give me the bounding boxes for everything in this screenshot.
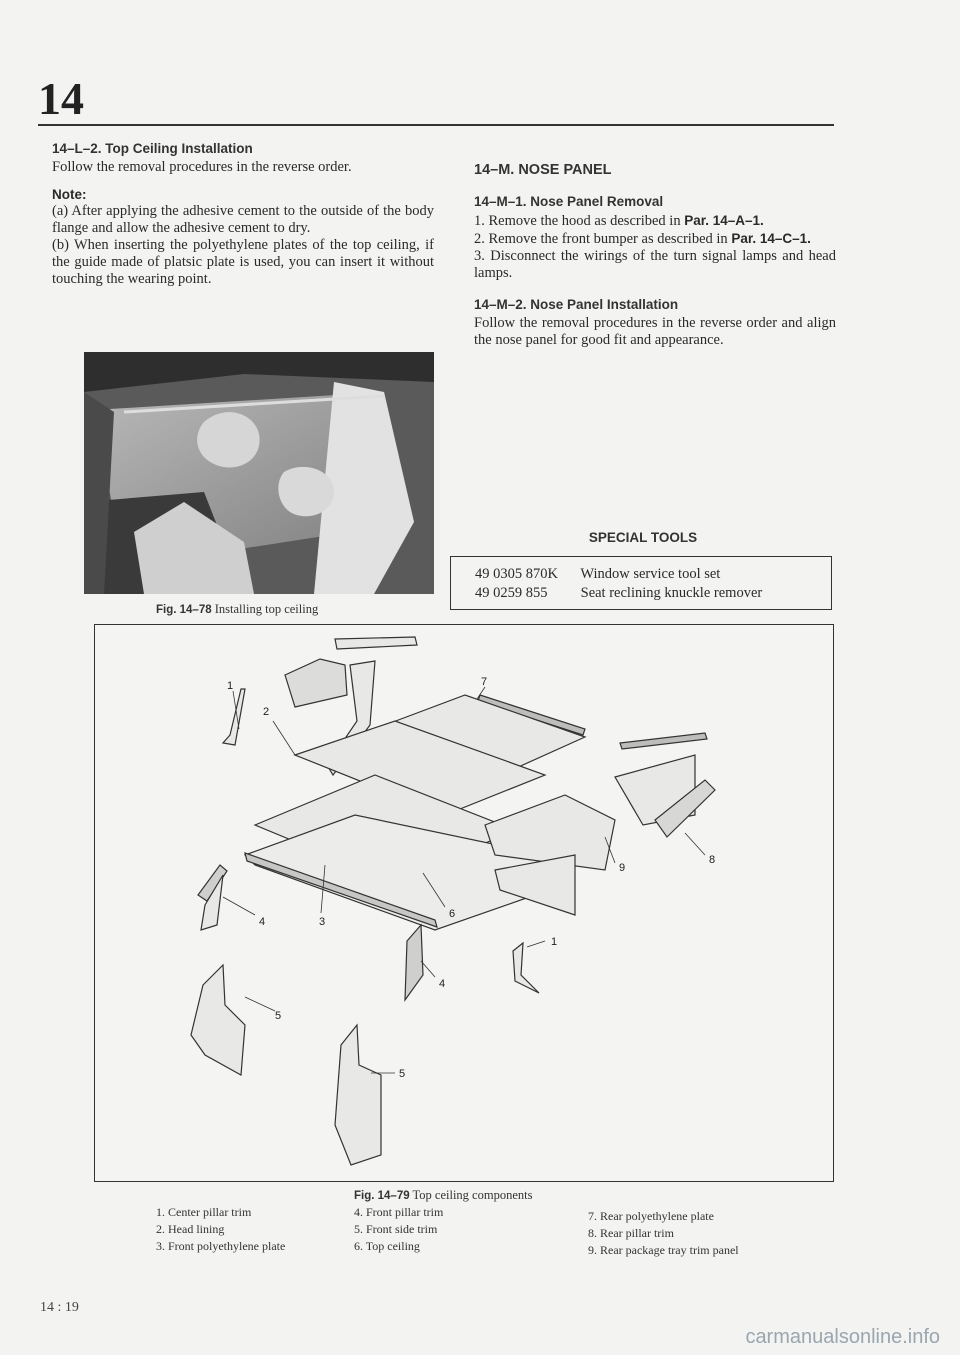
front-side-trim-center [335,1025,381,1165]
figure-79-label: Fig. 14–79 [354,1190,410,1202]
removal-step-2-ref: Par. 14–C–1. [731,231,811,246]
tool-part-number: 49 0305 870K [475,566,558,582]
removal-step-2 [474,230,836,248]
tool-part-number: 49 0259 855 [475,585,548,601]
legend-item: 3. Front polyethylene plate [156,1239,286,1253]
nose-panel-installation-heading: 14–M–2. Nose Panel Installation [474,297,679,312]
removal-step-1-text: 1. Remove the hood as described in [474,213,681,229]
callout-4b: 4 [439,978,446,990]
removal-step-2-text: 2. Remove the front bumper as described in [474,231,728,247]
legend-item: 1. Center pillar trim [156,1205,252,1219]
figure-79-caption [354,1188,532,1203]
center-pillar-trim-right [513,943,539,993]
figure-78-caption [156,602,318,617]
top-ceiling-components-diagram [94,624,834,1182]
figure-79-text: Top ceiling components [412,1188,533,1202]
tool-name: Window service tool set [580,566,721,582]
front-pillar-trim-center [405,925,423,1000]
legend-col-1 [156,1204,285,1255]
note-a: (a) After applying the adhesive cement to the outside of the body flange and allow the adhesive cement to dry. [52,203,434,236]
tool-row [475,565,831,584]
tool-name: Seat reclining knuckle remover [580,585,763,601]
left-column [52,140,434,288]
legend-item: 9. Rear package tray trim panel [588,1243,739,1257]
figure-78-text: Installing top ceiling [214,602,319,616]
front-side-trim-left [191,965,245,1075]
page-reference: 14 : 19 [40,1300,79,1315]
legend-col-3 [588,1208,739,1259]
callout-4: 4 [259,916,266,928]
callout-3: 3 [319,916,326,928]
installation-intro: Follow the removal procedures in the reverse order. [52,159,352,175]
legend-item: 7. Rear polyethylene plate [588,1209,714,1223]
chapter-number: 14 [38,73,84,124]
top-ceiling-installation-heading: 14–L–2. Top Ceiling Installation [52,141,253,156]
small-corner-plate [285,659,347,707]
tool-row [475,584,831,603]
legend-item: 5. Front side trim [354,1222,438,1236]
nose-panel-heading: 14–M. NOSE PANEL [474,162,612,178]
callout-5b: 5 [399,1068,406,1080]
installing-top-ceiling-photo [84,352,434,594]
nose-panel-removal-heading: 14–M–1. Nose Panel Removal [474,194,664,209]
top-clip-rail [335,637,417,649]
header-rule [38,124,834,126]
right-clip-rail [620,733,707,749]
removal-step-3: 3. Disconnect the wirings of the turn signal lamps and head lamps. [474,248,836,281]
removal-step-1-ref: Par. 14–A–1. [684,213,764,228]
note-b: (b) When inserting the polyethylene plates of the top ceiling, if the guide made of platsic plate is used, you can insert it without touching the wearing point. [52,237,434,287]
legend-item: 2. Head lining [156,1222,225,1236]
right-column [474,162,836,349]
nose-panel-installation-text: Follow the removal procedures in the reverse order and align the nose panel for good fit and appearance. [474,315,836,348]
legend-item: 8. Rear pillar trim [588,1226,674,1240]
watermark-link[interactable]: carmanualsonline.info [745,1326,940,1348]
note-label: Note: [52,187,87,202]
callout-5: 5 [275,1010,282,1022]
special-tools-table [450,556,832,610]
callout-9: 9 [619,862,626,874]
callout-1: 1 [227,680,234,692]
callout-2: 2 [263,706,270,718]
legend-col-2 [354,1204,443,1255]
callout-1b: 1 [551,936,558,948]
callout-6: 6 [449,908,456,920]
callout-8: 8 [709,854,716,866]
legend-item: 6. Top ceiling [354,1239,420,1253]
special-tools-title: SPECIAL TOOLS [588,530,698,545]
removal-step-1 [474,212,836,230]
callout-7: 7 [481,676,488,688]
legend-item: 4. Front pillar trim [354,1205,444,1219]
figure-78-label: Fig. 14–78 [156,604,212,616]
